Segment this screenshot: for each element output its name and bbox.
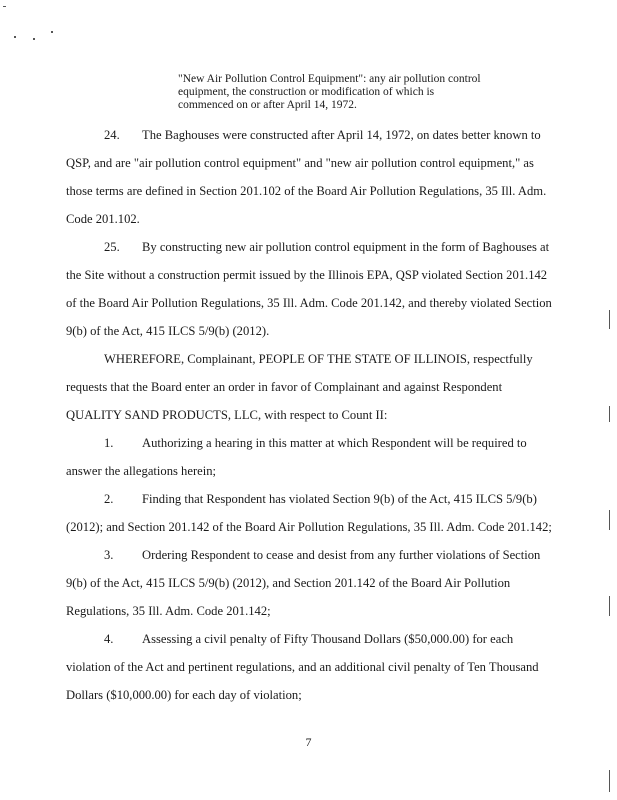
paragraph-text-line: QUALITY SAND PRODUCTS, LLC, with respect to Count II: xyxy=(66,408,388,422)
margin-mark xyxy=(609,406,610,422)
scan-speck xyxy=(51,31,53,33)
item-text-line: (2012); and Section 201.142 of the Board Air Pollution Regulations, 35 Ill. Adm. Code 201.142; xyxy=(66,520,552,534)
paragraph-number: 24. xyxy=(104,128,120,142)
paragraph-text-line: 9(b) of the Act, 415 ILCS 5/9(b) (2012). xyxy=(66,324,270,338)
page-number: 7 xyxy=(305,735,312,749)
margin-mark xyxy=(609,310,610,329)
quote-line: equipment, the construction or modification of which is xyxy=(178,86,435,98)
item-text-line: Finding that Respondent has violated Section 9(b) of the Act, 415 ILCS 5/9(b) xyxy=(142,492,537,506)
item-number: 4. xyxy=(104,632,114,646)
paragraph-text-line: Code 201.102. xyxy=(66,212,140,226)
scan-speck xyxy=(3,6,6,7)
paragraph-text-line: of the Board Air Pollution Regulations, 35 Ill. Adm. Code 201.142, and thereby violated Section xyxy=(66,296,552,310)
quote-line: commenced on or after April 14, 1972. xyxy=(178,99,357,111)
paragraph-text-line: the Site without a construction permit issued by the Illinois EPA, QSP violated Section 201.142 xyxy=(66,268,548,282)
paragraph-text-line: those terms are defined in Section 201.102 of the Board Air Pollution Regulations, 35 Ill. Adm. xyxy=(66,184,547,198)
margin-mark xyxy=(609,510,610,530)
margin-mark xyxy=(609,770,610,792)
item-number: 2. xyxy=(104,492,114,506)
item-text-line: violation of the Act and pertinent regulations, and an additional civil penalty of Ten Thousand xyxy=(66,660,539,674)
scan-speck xyxy=(14,36,16,38)
item-text-line: 9(b) of the Act, 415 ILCS 5/9(b) (2012), and Section 201.142 of the Board Air Pollution xyxy=(66,576,511,590)
paragraph-text-line: The Baghouses were constructed after April 14, 1972, on dates better known to xyxy=(142,128,541,142)
paragraph-text-line: By constructing new air pollution control equipment in the form of Baghouses at xyxy=(142,240,550,254)
item-text-line: Ordering Respondent to cease and desist from any further violations of Section xyxy=(142,548,541,562)
paragraph-text-line: requests that the Board enter an order in favor of Complainant and against Respondent xyxy=(66,380,503,394)
item-text-line: answer the allegations herein; xyxy=(66,464,217,478)
paragraph-text-line: QSP, and are "air pollution control equipment" and "new air pollution control equipment," as xyxy=(66,156,534,170)
scan-speck xyxy=(33,38,35,40)
margin-mark xyxy=(609,596,610,616)
item-text-line: Dollars ($10,000.00) for each day of violation; xyxy=(66,688,302,702)
paragraph-text-line: WHEREFORE, Complainant, PEOPLE OF THE STATE OF ILLINOIS, respectfully xyxy=(104,352,533,366)
quote-line: "New Air Pollution Control Equipment": any air pollution control xyxy=(178,73,481,85)
paragraph-number: 25. xyxy=(104,240,120,254)
item-text-line: Authorizing a hearing in this matter at which Respondent will be required to xyxy=(142,436,527,450)
item-text-line: Regulations, 35 Ill. Adm. Code 201.142; xyxy=(66,604,271,618)
definition-block-quote xyxy=(178,73,508,112)
item-text-line: Assessing a civil penalty of Fifty Thousand Dollars ($50,000.00) for each xyxy=(142,632,514,646)
item-number: 1. xyxy=(104,436,114,450)
item-number: 3. xyxy=(104,548,114,562)
